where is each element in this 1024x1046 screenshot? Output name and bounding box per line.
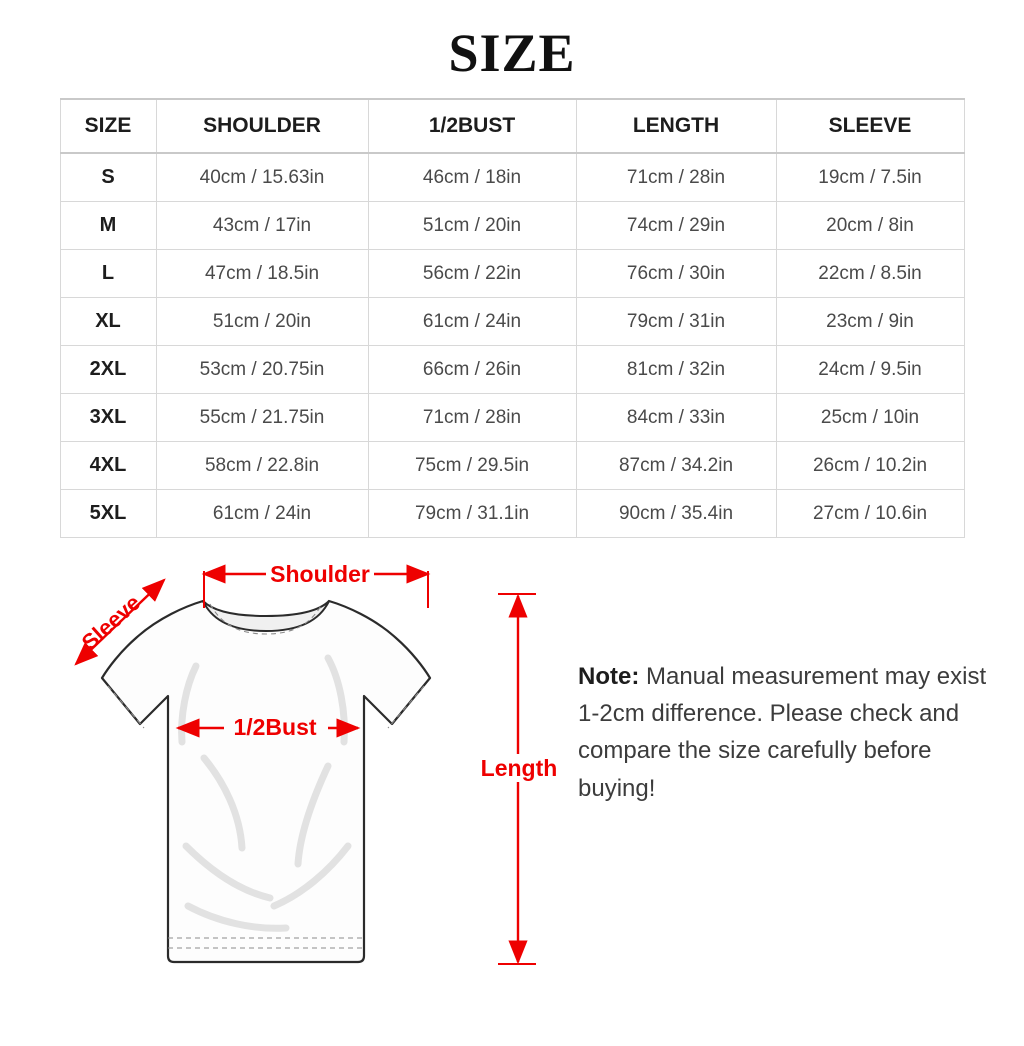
cell-size: 5XL — [60, 490, 156, 538]
cell-size: 2XL — [60, 346, 156, 394]
column-header-size: SIZE — [60, 99, 156, 153]
cell-sleeve: 22cm / 8.5in — [776, 250, 964, 298]
cell-length: 81cm / 32in — [576, 346, 776, 394]
cell-bust: 79cm / 31.1in — [368, 490, 576, 538]
table-row — [60, 250, 964, 298]
cell-bust: 75cm / 29.5in — [368, 442, 576, 490]
tshirt-illustration — [102, 601, 430, 962]
cell-sleeve: 26cm / 10.2in — [776, 442, 964, 490]
cell-shoulder: 43cm / 17in — [156, 202, 368, 250]
shoulder-dimension — [204, 560, 428, 608]
cell-sleeve: 20cm / 8in — [776, 202, 964, 250]
cell-length: 87cm / 34.2in — [576, 442, 776, 490]
cell-shoulder: 58cm / 22.8in — [156, 442, 368, 490]
cell-shoulder: 55cm / 21.75in — [156, 394, 368, 442]
cell-size: L — [60, 250, 156, 298]
cell-size: M — [60, 202, 156, 250]
length-dimension — [480, 594, 558, 964]
cell-bust: 46cm / 18in — [368, 153, 576, 202]
table-row — [60, 346, 964, 394]
table-row — [60, 490, 964, 538]
table-row — [60, 202, 964, 250]
cell-length: 76cm / 30in — [576, 250, 776, 298]
table-row — [60, 442, 964, 490]
cell-shoulder: 40cm / 15.63in — [156, 153, 368, 202]
table-header-row — [60, 99, 964, 153]
column-header-shoulder: SHOULDER — [156, 99, 368, 153]
cell-sleeve: 25cm / 10in — [776, 394, 964, 442]
cell-length: 74cm / 29in — [576, 202, 776, 250]
cell-shoulder: 47cm / 18.5in — [156, 250, 368, 298]
table-row — [60, 394, 964, 442]
cell-shoulder: 61cm / 24in — [156, 490, 368, 538]
cell-sleeve: 24cm / 9.5in — [776, 346, 964, 394]
cell-bust: 66cm / 26in — [368, 346, 576, 394]
cell-shoulder: 51cm / 20in — [156, 298, 368, 346]
measurement-diagram-section — [0, 546, 1024, 1016]
cell-size: 4XL — [60, 442, 156, 490]
column-header-length: LENGTH — [576, 99, 776, 153]
tshirt-measurement-diagram — [28, 546, 588, 1006]
cell-bust: 56cm / 22in — [368, 250, 576, 298]
table-row — [60, 153, 964, 202]
cell-bust: 51cm / 20in — [368, 202, 576, 250]
shoulder-label: Shoulder — [270, 561, 370, 587]
sleeve-label: Sleeve — [76, 589, 146, 656]
cell-sleeve: 27cm / 10.6in — [776, 490, 964, 538]
note-body: Manual measurement may exist 1-2cm difference. Please check and compare the size carefully before buying! — [578, 663, 987, 802]
table-row — [60, 298, 964, 346]
cell-sleeve: 19cm / 7.5in — [776, 153, 964, 202]
cell-length: 79cm / 31in — [576, 298, 776, 346]
cell-length: 71cm / 28in — [576, 153, 776, 202]
length-label: Length — [480, 755, 558, 781]
cell-bust: 61cm / 24in — [368, 298, 576, 346]
note-lead: Note: — [578, 663, 640, 690]
cell-bust: 71cm / 28in — [368, 394, 576, 442]
cell-length: 84cm / 33in — [576, 394, 776, 442]
measurement-note — [578, 658, 998, 807]
cell-size: 3XL — [60, 394, 156, 442]
bust-label: 1/2Bust — [233, 714, 317, 740]
cell-shoulder: 53cm / 20.75in — [156, 346, 368, 394]
cell-size: S — [60, 153, 156, 202]
cell-length: 90cm / 35.4in — [576, 490, 776, 538]
size-chart-table — [60, 98, 965, 538]
cell-size: XL — [60, 298, 156, 346]
column-header-sleeve: SLEEVE — [776, 99, 964, 153]
page-title: SIZE — [448, 23, 576, 83]
column-header-bust: 1/2BUST — [368, 99, 576, 153]
cell-sleeve: 23cm / 9in — [776, 298, 964, 346]
